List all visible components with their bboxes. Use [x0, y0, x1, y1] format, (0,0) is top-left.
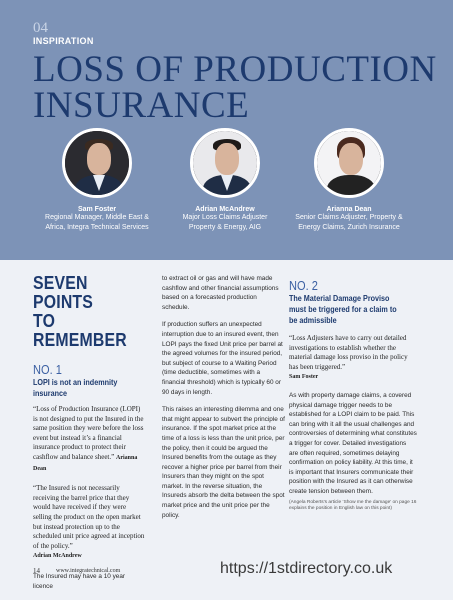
contributor-name: Adrian McAndrew — [195, 206, 255, 213]
quote-text: “The Insured is not necessarily receiving the barrel price that they would have received if they were selling the product on the open market but instead protection up to the scheduled unit price agreed at inception of the policy.” — [33, 484, 145, 550]
contributor-role: Senior Claims Adjuster, Property & — [295, 214, 403, 221]
quote-text: “Loss Adjusters have to carry out detailed investigations to establish whether the material damage loss proviso in the policy has been triggered.” — [289, 334, 408, 371]
section-heading — [33, 274, 132, 350]
page-number: 14 — [33, 567, 40, 575]
quote — [289, 334, 417, 383]
point-number: NO. 2 — [289, 278, 318, 293]
footer-url[interactable]: www.integratechnical.com — [56, 568, 121, 574]
quote — [33, 405, 145, 474]
portrait-adrian-mcandrew — [190, 128, 260, 198]
footnote: (Angela Roberts’s article ‘Show me the damage’ on page 16 explains the position in English law on this point) — [289, 499, 417, 511]
quote-attribution: Arianna Dean — [33, 454, 138, 472]
middle-column — [162, 274, 285, 528]
contributor-role: Regional Manager, Middle East & — [45, 214, 149, 221]
portrait-sam-foster — [62, 128, 132, 198]
quote-text: “Loss of Production Insurance (LOPI) is not designed to put the Insured in the same position they were before the loss event but instead it’s a financial insurance product to protect their cashflow and balance sheet.” — [33, 405, 144, 461]
body-paragraph: to extract oil or gas and will have made cashflow and other financial assumptions based on a forecasted production schedule. — [162, 275, 279, 311]
heading-line-2: TO REMEMBER — [33, 311, 127, 350]
contributor-name: Sam Foster — [77, 206, 117, 213]
contributor-name: Arianna Dean — [326, 206, 372, 213]
quote — [33, 484, 145, 562]
title-line-2: INSURANCE — [33, 85, 250, 126]
point-number: NO. 1 — [33, 362, 62, 377]
contributor-role: Africa, Integra Technical Services — [45, 224, 149, 231]
quote-attribution: Adrian McAndrew — [33, 553, 82, 560]
portrait-arianna-dean — [314, 128, 384, 198]
point-heading: The Material Damage Proviso must be triggered for a claim to be admissible — [289, 294, 397, 325]
contributors — [0, 128, 453, 258]
left-column — [33, 274, 145, 591]
page-title — [33, 49, 437, 126]
section-label: INSPIRATION — [33, 36, 94, 46]
body-paragraph: This raises an interesting dilemma and one that might appear to subvert the principle of insurance. If the spot market price at the time of a loss is less than the unit price, per the policy, then it could be argued the Insured benefits from the outage as they recover a higher price per barrel from their Insurers than they might on the spot market. In the reverse situation, the Insureds absorb the delta between the spot market price and the unit price per the policy. — [162, 406, 285, 519]
contributor-3 — [274, 128, 424, 233]
heading-line-1: SEVEN POINTS — [33, 273, 94, 312]
watermark: https://1stdirectory.co.uk — [220, 560, 393, 577]
body-paragraph: If production suffers an unexpected interruption due to an insured event, then LOPI pays the fixed Unit price per barrel at the agreed volumes for the insured period, but subject of course to a Waiting Period (time deductible, sometimes with a financial threshold) which is typically 60 or 90 days in length. — [162, 321, 283, 396]
contributor-role: Major Loss Claims Adjuster — [182, 214, 268, 221]
right-column — [289, 274, 417, 513]
contributor-role: Energy Claims, Zurich Insurance — [298, 224, 400, 231]
body-text: As with property damage claims, a covered physical damage trigger needs to be established for a LOPI claim to be paid. This can bring with it all the usual challenges and controversies of determining what constitutes a trigger for cover. Detailed investigations are often required, sometimes delaying confirmation on policy liability. At this time, it is important that Insurers communicate their position with the Insured as it can otherwise create tension between them. — [289, 391, 417, 495]
body-text: The Insured may have a 10 year licence — [33, 572, 126, 590]
title-line-1: LOSS OF PRODUCTION — [33, 49, 437, 90]
point-heading: LOPI is not an indemnity insurance — [33, 378, 118, 398]
contributor-role: Property & Energy, AIG — [188, 224, 262, 231]
section-number: 04 — [33, 20, 48, 36]
header-banner — [0, 0, 453, 260]
quote-attribution: Sam Foster — [289, 374, 319, 381]
